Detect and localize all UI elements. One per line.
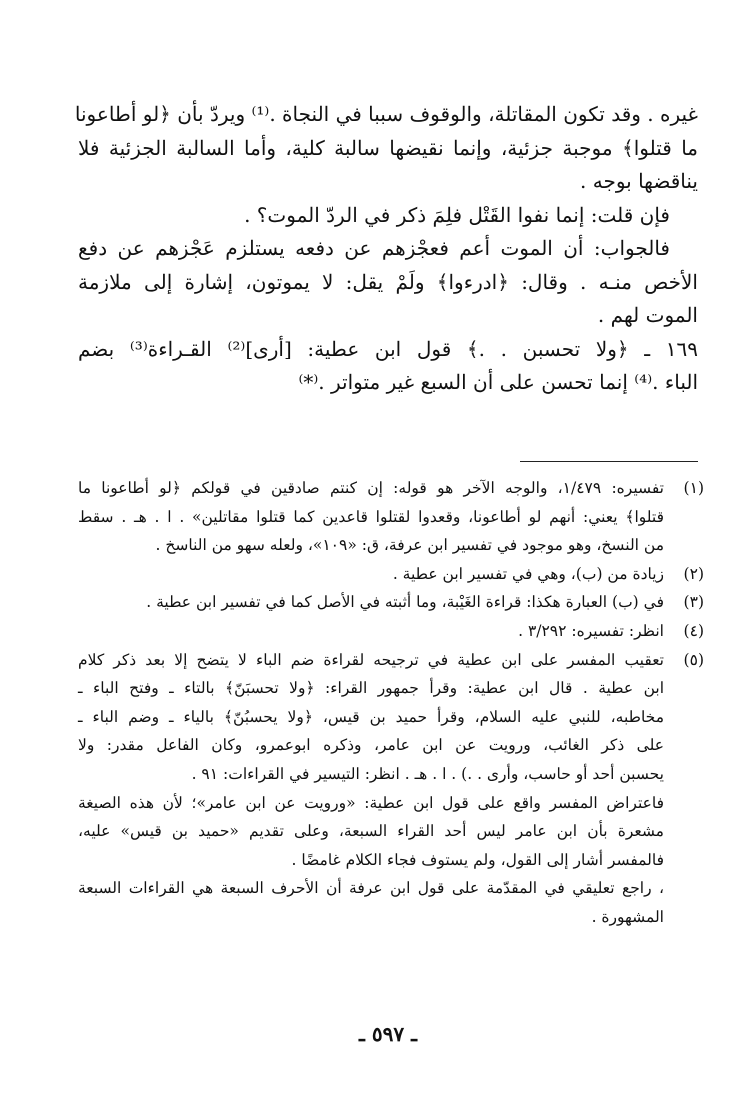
footnote-number: (٣): [683, 593, 704, 612]
footnote-5: [78, 646, 704, 932]
footnote-4: [78, 617, 704, 646]
footnote-line: قتلوا﴾ يعني: أنهم لو أطاعونا، وقعدوا لقتلوا قاعدين كما قتلوا مقاتلين» . ا . هـ . سقط: [78, 507, 664, 526]
footnote-line: ابن عطية . قال ابن عطية: وقرأ جمهور القراء: ﴿ولا تحسبَنّ﴾ بالتاء ـ وفتح الباء ـ: [78, 679, 664, 698]
footnote-separator: [520, 461, 698, 462]
book-page: [74, 0, 704, 1104]
main-line: فالجواب: أن الموت أعم فعجْزهم عن دفعه يستلزم عَجْزهم عن دفع: [78, 236, 670, 260]
page-number: ـ ٥٩٧ ـ: [359, 1022, 417, 1046]
footnote-3: [78, 588, 704, 617]
footnote-line: زيادة من (ب)، وهي في تفسير ابن عطية .: [392, 564, 664, 583]
footnote-number: (٥): [683, 650, 704, 669]
footnote-line: انظر: تفسيره: ٣/٢٩٢ .: [518, 621, 664, 640]
main-line: ١٦٩ ـ ﴿ولا تحسبن . .﴾ قول ابن عطية: [أرى]⁽²⁾ القـراءة⁽³⁾ بضم: [78, 336, 698, 361]
footnote-line: من النسخ، وهو موجود في تفسير ابن عرفة، ق: «١٠٩»، ولعله سهو من الناسخ .: [155, 536, 664, 555]
footnote-number: (٢): [683, 564, 704, 583]
main-line: ما قتلوا﴾ موجبة جزئية، وإنما نقيضها سالبة كلية، وأما السالبة الجزئية فلا: [78, 135, 698, 160]
footnote-1: [78, 474, 704, 560]
footnote-line: في (ب) العبارة هكذا: قراءة الغَيْبة، وما أثبته في الأصل كما في تفسير ابن عطية .: [146, 593, 664, 612]
footnote-line: فالمفسر أشار إلى القول، ولم يستوف فجاء الكلام غامضًا .: [291, 850, 664, 869]
footnote-2: [78, 560, 704, 589]
main-line: الأخص منـه . وقال: ﴿ادرءوا﴾ ولَمْ يقل: لا يموتون، إشارة إلى ملازمة: [78, 269, 698, 294]
footnote-line: ، راجع تعليقي في المقدّمة على قول ابن عرفة أن الأحرف السبعة هي القراءات السبعة: [78, 879, 664, 898]
main-text: [74, 98, 698, 400]
footnote-number: (٤): [683, 621, 704, 640]
main-line: الباء .⁽⁴⁾ إنما تحسن على أن السبع غير متواتر .⁽*⁾: [298, 370, 698, 394]
main-line: غيره . وقد تكون المقاتلة، والوقوف سببا في النجاة .⁽¹⁾ ويردّ بأن ﴿لو أطاعونا: [74, 102, 698, 126]
footnotes: [78, 474, 704, 932]
footnote-line: تعقيب المفسر على ابن عطية في ترجيحه لقراءة ضم الباء لا يتضح إلا بعد ذكر كلام: [78, 650, 664, 669]
footnote-line: يحسبن أحد أو حاسب، وأرى . .) . ا . هـ . انظر: التيسير في القراءات: ٩١ .: [191, 764, 664, 783]
footnote-line: المشهورة .: [591, 907, 664, 926]
main-line: الموت لهم .: [597, 303, 698, 327]
footnote-line: مشعرة بأن ابن عامر ليس أحد القراء السبعة، وعلى تقديم «حميد بن قيس» عليه،: [78, 822, 664, 841]
footnote-line: على ذكر الغائب، ورويت عن ابن عامر، وذكره ابوعمرو، وكان الفاعل مقدر: ولا: [78, 736, 664, 755]
footnote-line: تفسيره: ١/٤٧٩، والوجه الآخر هو قوله: إن كنتم صادقين في قولكم ﴿لو أطاعونا ما: [78, 479, 664, 497]
footnote-line: مخاطبه، للنبي عليه السلام، وقرأ حميد بن قيس، ﴿ولا يحسبُنّ﴾ بالياء ـ وضم الباء ـ: [78, 707, 664, 726]
main-line: يناقضها بوجه .: [580, 169, 698, 193]
footnote-number: (١): [683, 479, 704, 497]
main-line: فإن قلت: إنما نفوا القَتْل فلِمَ ذكر في الردّ الموت؟ .: [244, 202, 670, 227]
footnote-line: فاعتراض المفسر واقع على قول ابن عطية: «ورويت عن ابن عامر»؛ لأن هذه الصيغة: [78, 793, 664, 812]
